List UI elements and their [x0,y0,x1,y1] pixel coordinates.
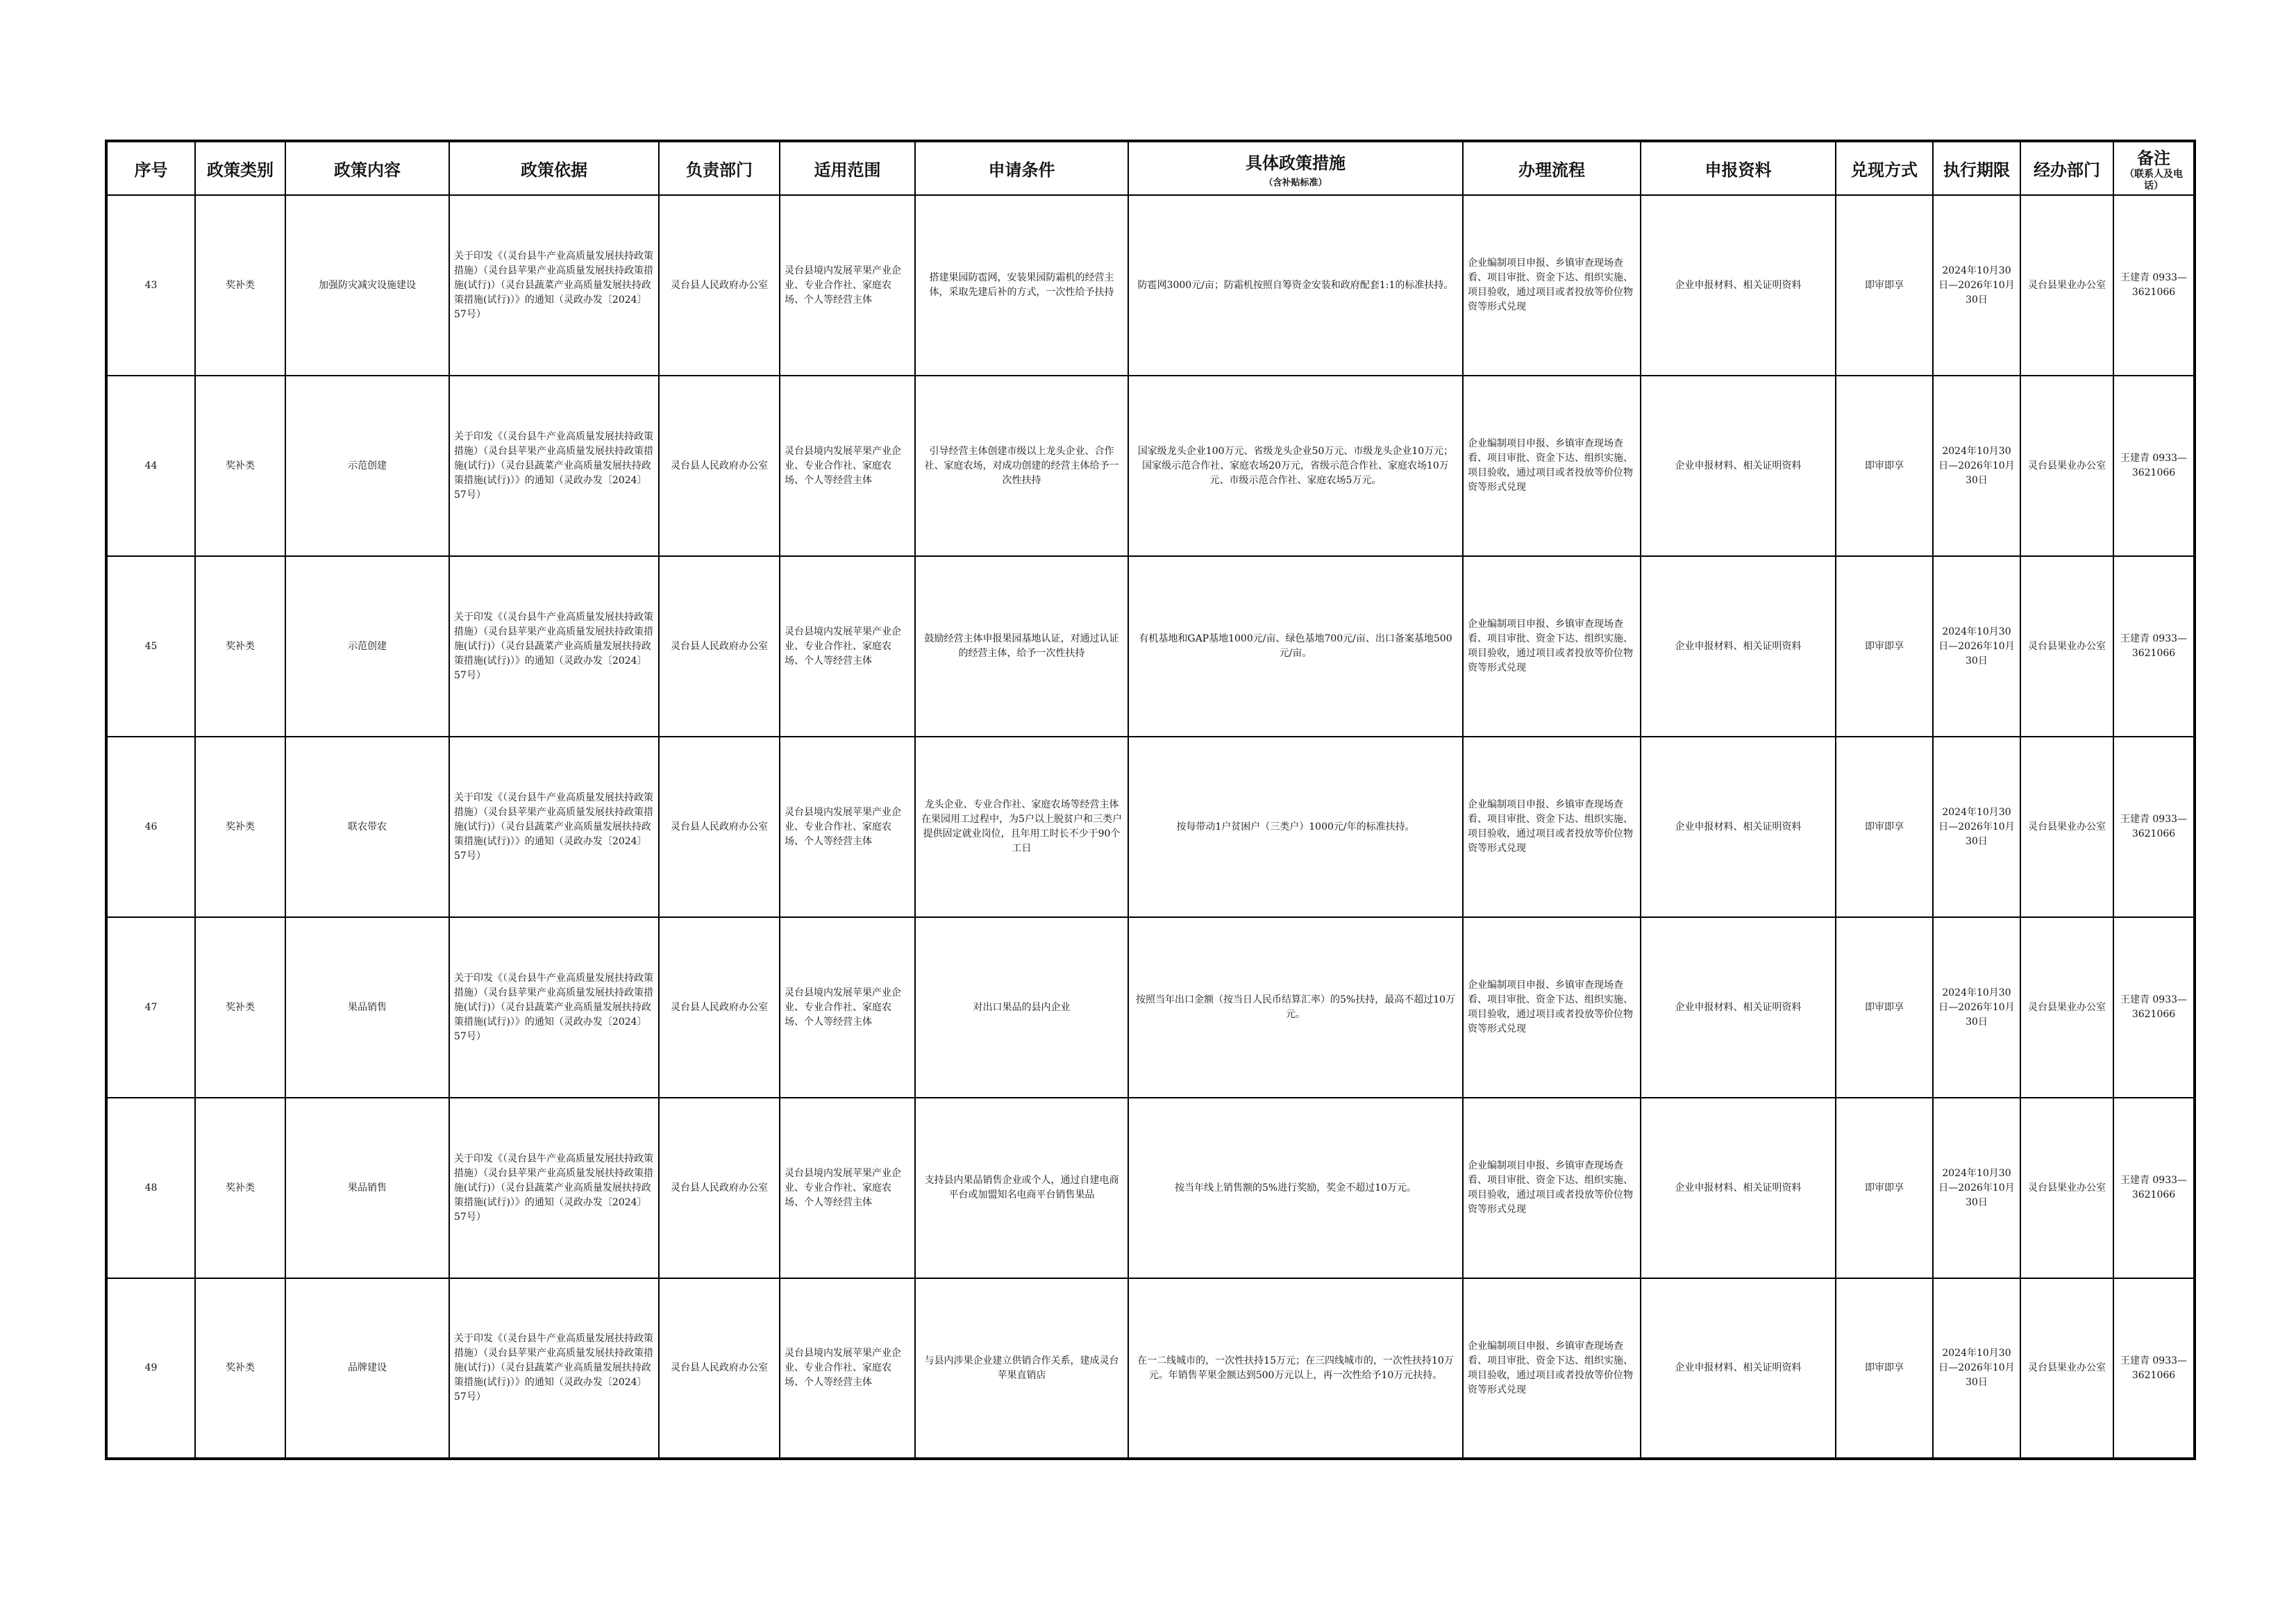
header-measures [1128,141,1463,195]
cell-remark: 王建青 0933—3621066 [2113,195,2195,376]
cell-category: 奖补类 [195,556,285,737]
cell-seq: 46 [106,737,195,917]
header-scope: 适用范围 [780,141,915,195]
cell-remark: 王建青 0933—3621066 [2113,376,2195,556]
cell-dept: 灵台县人民政府办公室 [659,195,780,376]
header-process: 办理流程 [1463,141,1641,195]
cell-period: 2024年10月30日—2026年10月30日 [1933,737,2020,917]
cell-measures: 按每带动1户贫困户（三类户）1000元/年的标准扶持。 [1128,737,1463,917]
cell-redeem: 即审即享 [1836,195,1933,376]
header-measures-title: 具体政策措施 [1246,153,1346,173]
cell-dept: 灵台县人民政府办公室 [659,376,780,556]
table-body [106,195,2195,1459]
cell-measures: 按照当年出口金额（按当日人民币结算汇率）的5%扶持，最高不超过10万元。 [1128,917,1463,1098]
table-row [106,195,2195,376]
cell-redeem: 即审即享 [1836,917,1933,1098]
cell-scope: 灵台县境内发展苹果产业企业、专业合作社、家庭农场、个人等经营主体 [780,556,915,737]
cell-basis: 关于印发《（灵台县牛产业高质量发展扶持政策措施）（灵台县苹果产业高质量发展扶持政策措施(试行)）（灵台县蔬菜产业高质量发展扶持政策措施(试行)）》的通知（灵政办发〔2024〕57号） [449,376,659,556]
cell-dept: 灵台县人民政府办公室 [659,737,780,917]
table-row [106,917,2195,1098]
cell-conditions: 引导经营主体创建市级以上龙头企业、合作社、家庭农场，对成功创建的经营主体给予一次性扶持 [915,376,1128,556]
cell-handler: 灵台县果业办公室 [2020,556,2113,737]
header-period: 执行期限 [1933,141,2020,195]
cell-handler: 灵台县果业办公室 [2020,1098,2113,1278]
cell-content: 品牌建设 [285,1278,449,1459]
table-header [106,141,2195,195]
cell-measures: 防雹网3000元/亩；防霜机按照自筹资金安装和政府配套1:1的标准扶持。 [1128,195,1463,376]
cell-dept: 灵台县人民政府办公室 [659,556,780,737]
cell-remark: 王建青 0933—3621066 [2113,556,2195,737]
cell-basis: 关于印发《（灵台县牛产业高质量发展扶持政策措施）（灵台县苹果产业高质量发展扶持政策措施(试行)）（灵台县蔬菜产业高质量发展扶持政策措施(试行)）》的通知（灵政办发〔2024〕57号） [449,195,659,376]
cell-materials: 企业申报材料、相关证明资料 [1641,1098,1836,1278]
cell-content: 果品销售 [285,917,449,1098]
table-row [106,1278,2195,1459]
cell-measures: 国家级龙头企业100万元、省级龙头企业50万元、市级龙头企业10万元；国家级示范合作社、家庭农场20万元，省级示范合作社、家庭农场10万元、市级示范合作社、家庭农场5万元。 [1128,376,1463,556]
cell-scope: 灵台县境内发展苹果产业企业、专业合作社、家庭农场、个人等经营主体 [780,1098,915,1278]
cell-basis: 关于印发《（灵台县牛产业高质量发展扶持政策措施）（灵台县苹果产业高质量发展扶持政策措施(试行)）（灵台县蔬菜产业高质量发展扶持政策措施(试行)）》的通知（灵政办发〔2024〕57号） [449,917,659,1098]
cell-handler: 灵台县果业办公室 [2020,1278,2113,1459]
table-row [106,376,2195,556]
cell-seq: 49 [106,1278,195,1459]
cell-handler: 灵台县果业办公室 [2020,917,2113,1098]
cell-scope: 灵台县境内发展苹果产业企业、专业合作社、家庭农场、个人等经营主体 [780,1278,915,1459]
cell-redeem: 即审即享 [1836,556,1933,737]
header-remark-title: 备注 [2137,149,2170,168]
header-conditions: 申请条件 [915,141,1128,195]
cell-dept: 灵台县人民政府办公室 [659,1098,780,1278]
cell-handler: 灵台县果业办公室 [2020,376,2113,556]
cell-materials: 企业申报材料、相关证明资料 [1641,1278,1836,1459]
cell-seq: 44 [106,376,195,556]
cell-redeem: 即审即享 [1836,737,1933,917]
header-measures-subtitle: （含补贴标准） [1264,177,1327,188]
header-remark [2113,141,2195,195]
cell-category: 奖补类 [195,737,285,917]
header-category: 政策类别 [195,141,285,195]
cell-category: 奖补类 [195,376,285,556]
header-remark-subtitle: （联系人及电话） [2125,169,2183,192]
cell-category: 奖补类 [195,1278,285,1459]
header-handler: 经办部门 [2020,141,2113,195]
cell-basis: 关于印发《（灵台县牛产业高质量发展扶持政策措施）（灵台县苹果产业高质量发展扶持政策措施(试行)）（灵台县蔬菜产业高质量发展扶持政策措施(试行)）》的通知（灵政办发〔2024〕57号） [449,1098,659,1278]
header-materials: 申报资料 [1641,141,1836,195]
cell-materials: 企业申报材料、相关证明资料 [1641,737,1836,917]
cell-materials: 企业申报材料、相关证明资料 [1641,376,1836,556]
cell-period: 2024年10月30日—2026年10月30日 [1933,917,2020,1098]
cell-process: 企业编制项目申报、乡镇审查现场查看、项目审批、资金下达、组织实施、项目验收，通过项目或者投放等价位物资等形式兑现 [1463,737,1641,917]
cell-process: 企业编制项目申报、乡镇审查现场查看、项目审批、资金下达、组织实施、项目验收，通过项目或者投放等价位物资等形式兑现 [1463,376,1641,556]
cell-scope: 灵台县境内发展苹果产业企业、专业合作社、家庭农场、个人等经营主体 [780,737,915,917]
cell-remark: 王建青 0933—3621066 [2113,1098,2195,1278]
cell-conditions: 搭建果园防雹网，安装果园防霜机的经营主体，采取先建后补的方式，一次性给予扶持 [915,195,1128,376]
cell-conditions: 与县内涉果企业建立供销合作关系，建成灵台苹果直销店 [915,1278,1128,1459]
header-content: 政策内容 [285,141,449,195]
cell-scope: 灵台县境内发展苹果产业企业、专业合作社、家庭农场、个人等经营主体 [780,195,915,376]
cell-period: 2024年10月30日—2026年10月30日 [1933,556,2020,737]
cell-conditions: 对出口果品的县内企业 [915,917,1128,1098]
cell-conditions: 支持县内果品销售企业或个人，通过自建电商平台或加盟知名电商平台销售果品 [915,1098,1128,1278]
cell-category: 奖补类 [195,195,285,376]
cell-materials: 企业申报材料、相关证明资料 [1641,195,1836,376]
cell-measures: 有机基地和GAP基地1000元/亩、绿色基地700元/亩、出口备案基地500元/亩。 [1128,556,1463,737]
policy-table [105,140,2196,1460]
cell-period: 2024年10月30日—2026年10月30日 [1933,376,2020,556]
header-row [106,141,2195,195]
cell-process: 企业编制项目申报、乡镇审查现场查看、项目审批、资金下达、组织实施、项目验收，通过项目或者投放等价位物资等形式兑现 [1463,1098,1641,1278]
cell-process: 企业编制项目申报、乡镇审查现场查看、项目审批、资金下达、组织实施、项目验收，通过项目或者投放等价位物资等形式兑现 [1463,195,1641,376]
cell-remark: 王建青 0933—3621066 [2113,1278,2195,1459]
cell-measures: 按当年线上销售额的5%进行奖励，奖金不超过10万元。 [1128,1098,1463,1278]
cell-period: 2024年10月30日—2026年10月30日 [1933,195,2020,376]
cell-process: 企业编制项目申报、乡镇审查现场查看、项目审批、资金下达、组织实施、项目验收，通过项目或者投放等价位物资等形式兑现 [1463,556,1641,737]
cell-process: 企业编制项目申报、乡镇审查现场查看、项目审批、资金下达、组织实施、项目验收，通过项目或者投放等价位物资等形式兑现 [1463,1278,1641,1459]
header-redeem: 兑现方式 [1836,141,1933,195]
cell-redeem: 即审即享 [1836,1098,1933,1278]
cell-handler: 灵台县果业办公室 [2020,195,2113,376]
header-dept: 负责部门 [659,141,780,195]
cell-redeem: 即审即享 [1836,1278,1933,1459]
cell-scope: 灵台县境内发展苹果产业企业、专业合作社、家庭农场、个人等经营主体 [780,376,915,556]
cell-seq: 47 [106,917,195,1098]
cell-process: 企业编制项目申报、乡镇审查现场查看、项目审批、资金下达、组织实施、项目验收，通过项目或者投放等价位物资等形式兑现 [1463,917,1641,1098]
cell-basis: 关于印发《（灵台县牛产业高质量发展扶持政策措施）（灵台县苹果产业高质量发展扶持政策措施(试行)）（灵台县蔬菜产业高质量发展扶持政策措施(试行)）》的通知（灵政办发〔2024〕57号） [449,737,659,917]
cell-handler: 灵台县果业办公室 [2020,737,2113,917]
cell-materials: 企业申报材料、相关证明资料 [1641,556,1836,737]
table-row [106,556,2195,737]
cell-category: 奖补类 [195,1098,285,1278]
cell-content: 示范创建 [285,376,449,556]
cell-seq: 45 [106,556,195,737]
cell-redeem: 即审即享 [1836,376,1933,556]
table-row [106,737,2195,917]
cell-period: 2024年10月30日—2026年10月30日 [1933,1098,2020,1278]
cell-seq: 43 [106,195,195,376]
cell-remark: 王建青 0933—3621066 [2113,737,2195,917]
cell-basis: 关于印发《（灵台县牛产业高质量发展扶持政策措施）（灵台县苹果产业高质量发展扶持政策措施(试行)）（灵台县蔬菜产业高质量发展扶持政策措施(试行)）》的通知（灵政办发〔2024〕57号） [449,1278,659,1459]
cell-dept: 灵台县人民政府办公室 [659,917,780,1098]
cell-category: 奖补类 [195,917,285,1098]
header-seq: 序号 [106,141,195,195]
cell-seq: 48 [106,1098,195,1278]
header-basis: 政策依据 [449,141,659,195]
cell-materials: 企业申报材料、相关证明资料 [1641,917,1836,1098]
cell-content: 加强防灾减灾设施建设 [285,195,449,376]
cell-remark: 王建青 0933—3621066 [2113,917,2195,1098]
cell-conditions: 鼓励经营主体申报果园基地认证，对通过认证的经营主体，给予一次性扶持 [915,556,1128,737]
cell-period: 2024年10月30日—2026年10月30日 [1933,1278,2020,1459]
cell-measures: 在一二线城市的，一次性扶持15万元；在三四线城市的，一次性扶持10万元。年销售苹果金额达到500万元以上，再一次性给予10万元扶持。 [1128,1278,1463,1459]
cell-dept: 灵台县人民政府办公室 [659,1278,780,1459]
cell-content: 果品销售 [285,1098,449,1278]
table-row [106,1098,2195,1278]
cell-conditions: 龙头企业、专业合作社、家庭农场等经营主体在果园用工过程中，为5户以上脱贫户和三类户提供固定就业岗位，且年用工时长不少于90个工日 [915,737,1128,917]
cell-basis: 关于印发《（灵台县牛产业高质量发展扶持政策措施）（灵台县苹果产业高质量发展扶持政策措施(试行)）（灵台县蔬菜产业高质量发展扶持政策措施(试行)）》的通知（灵政办发〔2024〕57号） [449,556,659,737]
cell-scope: 灵台县境内发展苹果产业企业、专业合作社、家庭农场、个人等经营主体 [780,917,915,1098]
cell-content: 示范创建 [285,556,449,737]
cell-content: 联农带农 [285,737,449,917]
